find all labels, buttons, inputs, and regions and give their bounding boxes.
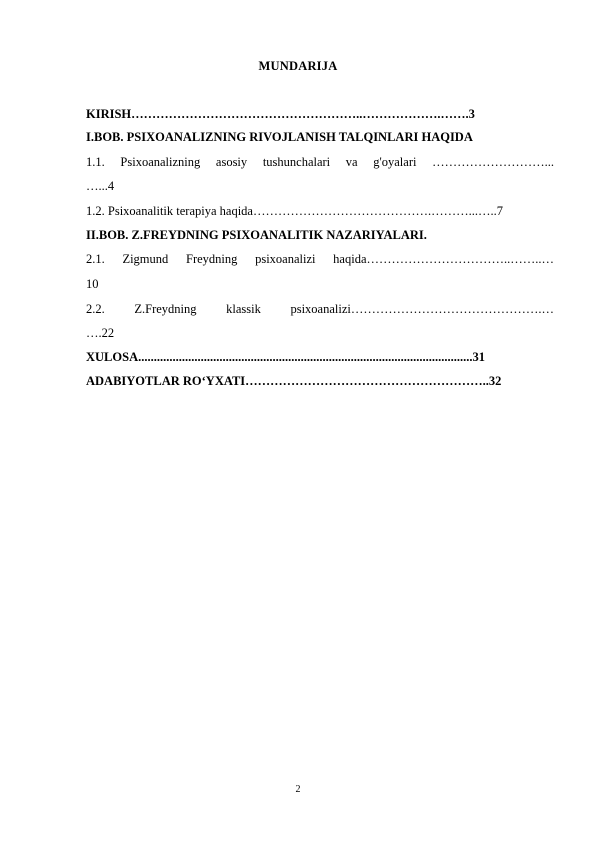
toc-entry-1-1[interactable]: 1.1. Psixoanalizning asosiy tushunchalari va g'oyalari ………………………... [86,155,554,169]
toc-entry-2-1[interactable]: 2.1. Zigmund Freydning psixoanalizi haqida……………………………..……..… [86,252,554,266]
toc-entry-chapter-1[interactable]: I.BOB. PSIXOANALIZNING RIVOJLANISH TALQINLARI HAQIDA [86,130,473,144]
toc-entry-2-2-page[interactable]: ….22 [86,326,115,340]
toc-entry-2-2[interactable]: 2.2. Z.Freydning klassik psixoanalizi……………………………………….… [86,302,554,316]
toc-entry-kirish[interactable]: KIRISH………………………………………………..……………….…….3 [86,107,475,121]
toc-entry-1-1-page[interactable]: …...4 [86,179,115,193]
toc-entry-chapter-2[interactable]: II.BOB. Z.FREYDNING PSIXOANALITIK NAZARIYALARI. [86,228,427,242]
page-number: 2 [295,784,301,795]
toc-entry-adabiyotlar[interactable]: ADABIYOTLAR RO‘YXATI…………………………………………………..32 [86,374,502,388]
toc-entry-1-2[interactable]: 1.2. Psixoanalitik terapiya haqida…………………………………….………...…..7 [86,204,503,218]
toc-title: MUNDARIJA [258,59,338,73]
toc-entry-2-1-page[interactable]: 10 [86,277,99,291]
toc-entry-xulosa[interactable]: XULOSA...........................................................................................................31 [86,350,485,364]
